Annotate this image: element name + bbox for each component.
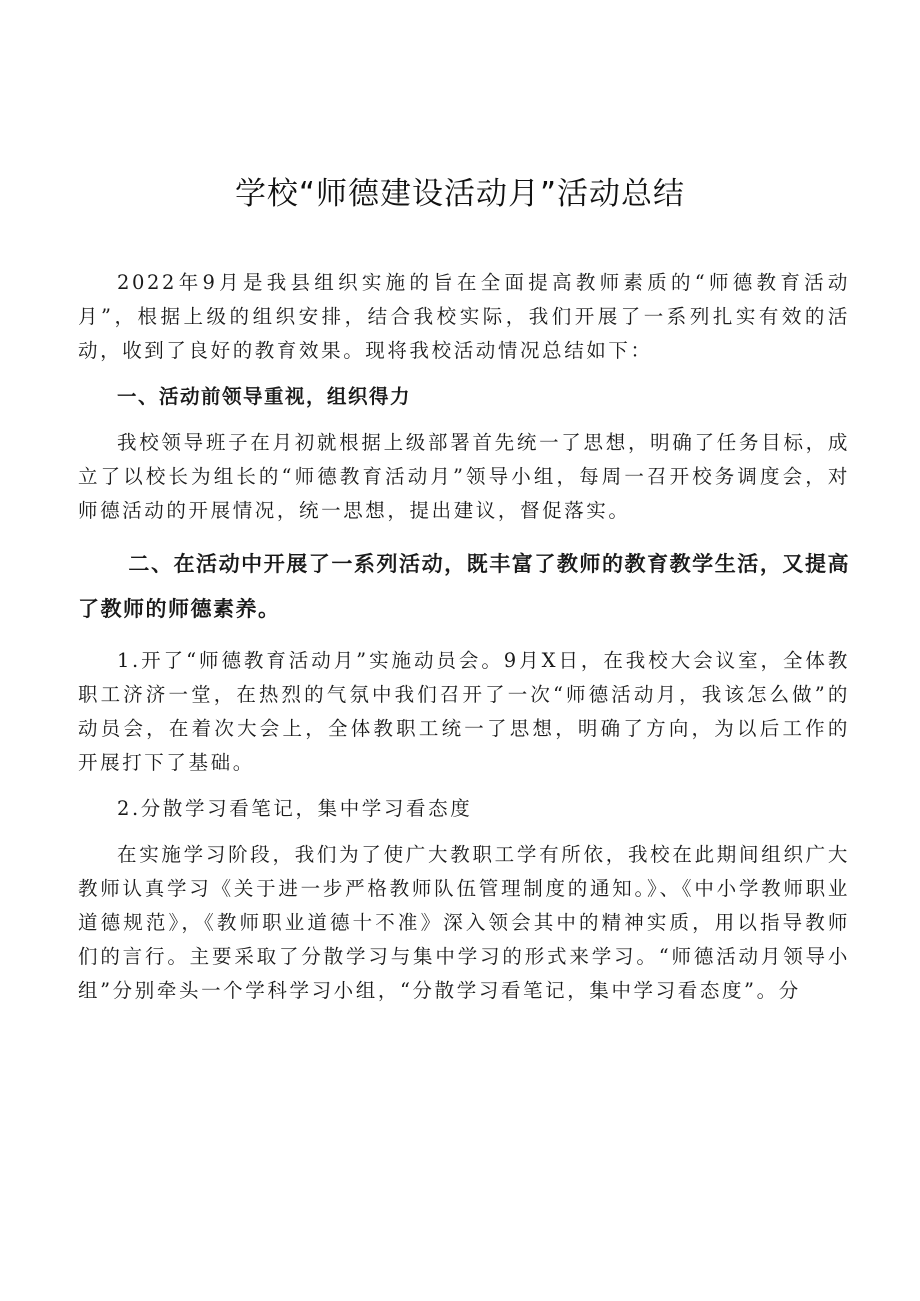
section-heading-1: 一、活动前领导重视，组织得力 [117,385,412,408]
intro-paragraph: 2022年9月是我县组织实施的旨在全面提高教师素质的“师德教育活动月”，根据上级的组织安排，结合我校实际，我们开展了一系列扎实有效的活动，收到了良好的教育效果。现将我校活动情况总结如下： [78,271,850,362]
section-1-paragraph: 我校领导班子在月初就根据上级部署首先统一了思想，明确了任务目标，成立了以校长为组长的“师德教育活动月”领导小组，每周一召开校务调度会，对师德活动的开展情况，统一思想，提出建议，督促落实。 [78,431,850,522]
list-item-1: 1.开了“师德教育活动月”实施动员会。9月X日，在我校大会议室，全体教职工济济一堂，在热烈的气氛中我们召开了一次“师德活动月，我该怎么做”的动员会，在着次大会上，全体教职工统一了思想，明确了方向，为以后工作的开展打下了基础。 [78,649,850,774]
section-heading-2: 二、在活动中开展了一系列活动，既丰富了教师的教育教学生活，又提高了教师的师德素养。 [78,552,850,621]
document-title: 学校“师德建设活动月”活动总结 [234,176,686,212]
section-2-paragraph: 在实施学习阶段，我们为了使广大教职工学有所依，我校在此期间组织广大教师认真学习《关于进一步严格教师队伍管理制度的通知。》、《中小学教师职业道德规范》，《教师职业道德十不准》深入领会其中的精神实质，用以指导教师们的言行。主要采取了分散学习与集中学习的形式来学习。“师德活动月领导小组”分别牵头一个学科学习小组，“分散学习看笔记，集中学习看态度”。分 [78,843,850,1002]
list-item-2: 2.分散学习看笔记，集中学习看态度 [117,797,473,820]
document-body [78,266,850,1008]
